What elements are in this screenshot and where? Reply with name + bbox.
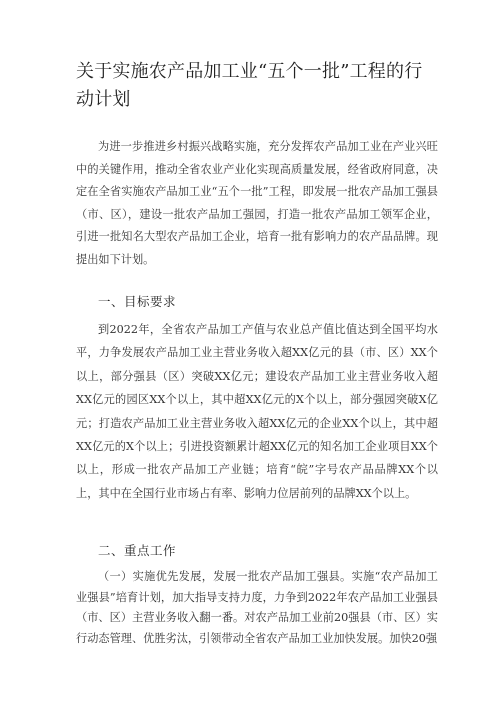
intro-paragraph: 为进一步推进乡村振兴战略实施，充分发挥农产品加工业在产业兴旺中的关键作用，推动全省农业产业化实现高质量发展，经省政府同意，决定在全省实施农产品加工业“五个一批”工程，即发展一批农产品加工强县（市、区），建设一批农产品加工强园，打造一批农产品加工领军企业，引进一批知名大型农产品加工企业，培育一批有影响力的农产品品牌。现提出如下计划。 [76, 140, 438, 266]
key-tasks-paragraph: （一）实施优先发展，发展一批农产品加工强县。实施“农产品加工业强县”培育计划，加大指导支持力度，力争到2022年农产品加工业强县（市、区）主营业务收入翻一番。对农产品加工业前20强县（市、区）实行动态管理、优胜劣汰，引领带动全省农产品加工业加快发展。加快20强 [76, 570, 438, 645]
section-heading-goals: 一、目标要求 [98, 294, 177, 309]
page-title: 关于实施农产品加工业“五个一批”工程的行动计划 [76, 61, 423, 110]
goals-paragraph: 到2022年，全省农产品加工产值与农业总产值比值达到全国平均水平，力争发展农产品加工业主营业务收入超XX亿元的县（市、区）XX个以上，部分强县（区）突破XX亿元；建设农产品加工业主营业务收入超XX亿元的园区XX个以上，其中超XX亿元的X个以上，部分强园突破X亿元；打造农产品加工业主营业务收入超XX亿元的企业XX个以上，其中超XX亿元的X个以上；引进投资额累计超XX亿元的知名加工企业项目XX个以上，形成一批农产品加工产业链；培育“皖”字号农产品品牌XX个以上，其中在全国行业市场占有率、影响力位居前列的品牌XX个以上。 [76, 323, 438, 500]
section-heading-key-tasks: 二、重点工作 [98, 543, 177, 558]
